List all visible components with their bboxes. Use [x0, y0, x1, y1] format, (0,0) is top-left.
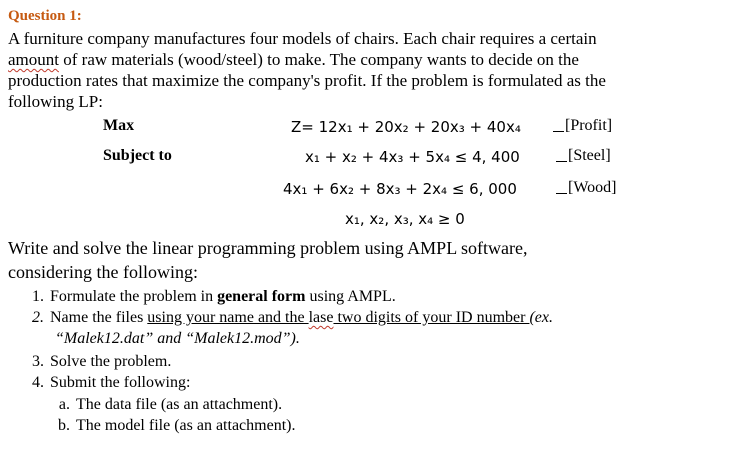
list-item-4: 4. Submit the following:	[32, 374, 191, 391]
steel-tag: [Steel]	[556, 147, 611, 165]
list-item-2-example: “Malek12.dat” and “Malek12.mod”).	[55, 330, 300, 347]
intro-line-1: A furniture company manufactures four models of chairs. Each chair requires a certain	[8, 29, 597, 48]
max-label: Max	[103, 117, 135, 134]
sub-item-b: b. The model file (as an attachment).	[58, 417, 296, 434]
nonnegativity-constraint: x₁, x₂, x₃, x₄ ≥ 0	[345, 210, 465, 228]
list-item-1: 1. Formulate the problem in general form using AMPL.	[32, 288, 396, 305]
task-line-1: Write and solve the linear programming problem using AMPL software,	[8, 238, 528, 258]
list-item-2: 2. Name the files using your name and the lase two digits of your ID number (ex.	[32, 309, 553, 326]
wood-tag: [Wood]	[556, 179, 616, 197]
intro-line-2	[8, 49, 579, 70]
intro-line-4: following LP:	[8, 92, 103, 111]
sub-item-a: a. The data file (as an attachment).	[58, 396, 283, 413]
intro-line-3: production rates that maximize the company's profit. If the problem is formulated as the	[8, 71, 606, 90]
amount-word: amount	[8, 50, 59, 69]
objective-function: Z= 12x₁ + 20x₂ + 20x₃ + 40x₄	[291, 118, 521, 136]
question-title: Question 1:	[8, 8, 82, 24]
steel-constraint: x₁ + x₂ + 4x₃ + 5x₄ ≤ 4, 400	[305, 148, 520, 166]
profit-tag: [Profit]	[553, 117, 612, 135]
subject-to-label: Subject to	[103, 147, 172, 164]
task-line-2: considering the following:	[8, 262, 198, 282]
list-item-3: 3. Solve the problem.	[32, 353, 172, 370]
wood-constraint: 4x₁ + 6x₂ + 8x₃ + 2x₄ ≤ 6, 000	[283, 180, 517, 198]
intro-line-2-rest: of raw materials (wood/steel) to make. The company wants to decide on the	[59, 50, 579, 69]
